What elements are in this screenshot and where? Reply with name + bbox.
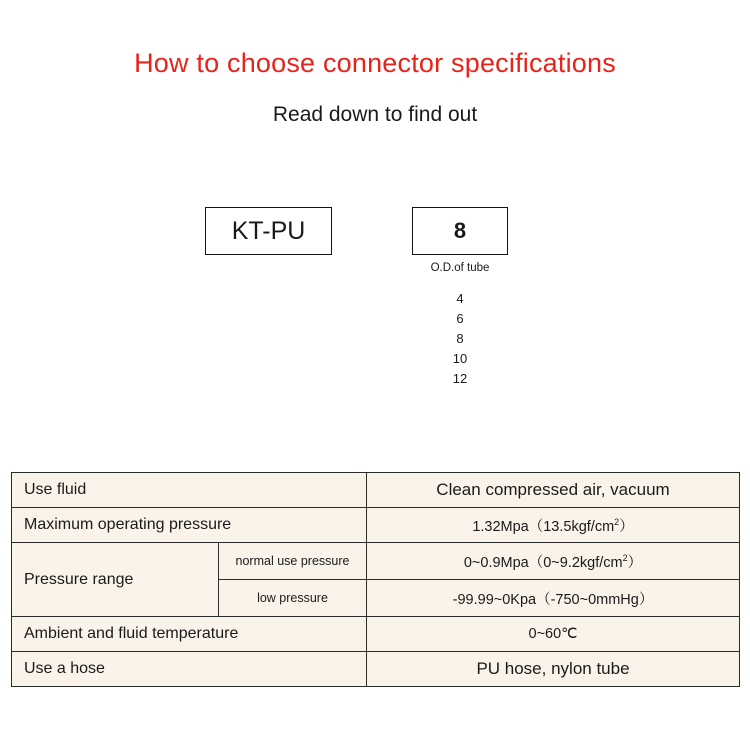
table-row xyxy=(12,652,740,687)
list-item: 4 xyxy=(456,291,464,306)
page-subtitle: Read down to find out xyxy=(272,103,478,126)
spec-value-suffix: ） xyxy=(619,518,634,535)
series-code-label: KT-PU xyxy=(231,216,306,245)
spec-label: Ambient and fluid temperature xyxy=(12,617,367,652)
spec-value-text: 1.32Mpa（13.5kgf/cm xyxy=(472,518,615,535)
size-code-box xyxy=(412,207,508,255)
size-code-label: 8 xyxy=(453,218,467,243)
list-item: 6 xyxy=(456,311,464,326)
spec-label: Maximum operating pressure xyxy=(12,508,367,543)
table-row xyxy=(12,617,740,652)
table-row xyxy=(12,543,740,580)
spec-value: -99.99~0Kpa（-750~0mmHg） xyxy=(367,580,740,617)
spec-value: PU hose, nylon tube xyxy=(367,652,740,687)
list-item: 12 xyxy=(452,371,468,386)
spec-value: Clean compressed air, vacuum xyxy=(367,473,740,508)
spec-label: Use a hose xyxy=(12,652,367,687)
spec-sublabel: normal use pressure xyxy=(219,543,367,580)
spec-value-text: 0~0.9Mpa（0~9.2kgf/cm xyxy=(463,554,623,571)
specifications-table xyxy=(11,472,740,687)
table-row xyxy=(12,508,740,543)
list-item: 10 xyxy=(452,351,468,366)
spec-label: Pressure range xyxy=(12,543,219,617)
spec-sublabel: low pressure xyxy=(219,580,367,617)
series-code-box xyxy=(205,207,332,255)
spec-value-suffix: ） xyxy=(627,554,643,571)
od-caption: O.D.of tube xyxy=(430,262,490,274)
table-row xyxy=(12,473,740,508)
spec-value-exponent: 2 xyxy=(622,552,628,563)
spec-value xyxy=(367,543,740,580)
page-title: How to choose connector specifications xyxy=(134,48,616,78)
spec-value: 0~60℃ xyxy=(367,617,740,652)
list-item: 8 xyxy=(456,331,464,346)
od-option-list xyxy=(412,289,508,389)
spec-value xyxy=(367,508,740,543)
spec-label: Use fluid xyxy=(12,473,367,508)
spec-value-exponent: 2 xyxy=(614,516,620,527)
